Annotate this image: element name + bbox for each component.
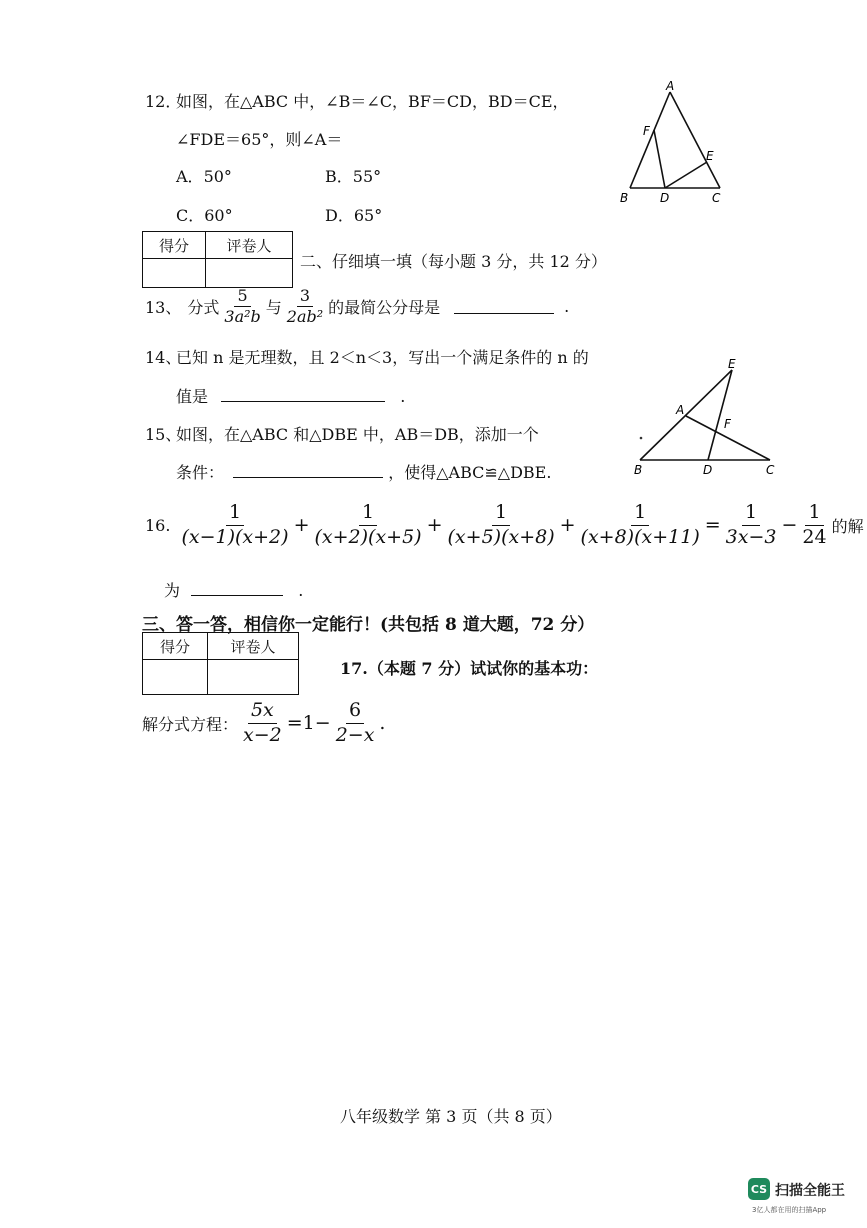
q17-title: 17.（本题 7 分）试试你的基本功：	[340, 659, 599, 678]
camscanner-name: 扫描全能王	[775, 1183, 845, 1199]
fraction-numerator: 5	[234, 287, 250, 307]
q15-line2-prefix: 条件：	[176, 463, 225, 482]
grader-header: 评卷人	[208, 633, 299, 660]
q16-answer-blank[interactable]	[191, 581, 283, 596]
q13-number: 13、	[145, 298, 182, 318]
fraction-denominator: 3x−3	[725, 525, 777, 548]
grader-cell[interactable]	[208, 660, 299, 695]
q12-option-c	[176, 203, 233, 226]
q13-middle: 与	[265, 298, 282, 318]
q16-end: .	[298, 581, 304, 600]
fraction-denominator: 2−x	[335, 723, 375, 746]
fraction-numerator: 1	[631, 502, 649, 526]
fraction-denominator: (x+5)(x+8)	[447, 525, 555, 548]
q13-suffix: 的最简公分母是	[328, 298, 441, 318]
q13-prefix: 分式	[187, 298, 220, 318]
q12-option-a	[176, 164, 232, 187]
label-d: D	[660, 191, 670, 205]
section-3-title: 三、答一答，相信你一定能行！(共包括 8 道大题，72 分）	[142, 615, 595, 635]
fraction-denominator: (x+8)(x+11)	[580, 525, 700, 548]
option-text: 50°	[203, 167, 232, 186]
grader-header: 评卷人	[206, 232, 293, 259]
q16-line2	[164, 578, 303, 601]
fraction-numerator: 6	[346, 700, 364, 724]
fraction-numerator: 1	[359, 502, 377, 526]
label-a: A	[666, 80, 675, 93]
q16-line2-prefix: 为	[164, 581, 181, 600]
score-table-1	[142, 231, 293, 288]
label-e: E	[728, 357, 736, 371]
q14-line2	[176, 384, 405, 407]
q17-fraction-2	[333, 700, 378, 747]
stray-dot	[640, 437, 643, 440]
fraction-numerator: 3	[297, 287, 313, 307]
fraction-numerator: 1	[226, 502, 244, 526]
q14-line2-prefix: 值是	[176, 387, 209, 406]
q15-triangle-figure	[628, 356, 788, 480]
label-c: C	[712, 191, 721, 205]
score-table-2	[142, 632, 299, 695]
fraction-numerator: 1	[492, 502, 510, 526]
q12-option-b	[325, 164, 381, 187]
q15-answer-blank[interactable]	[233, 463, 383, 478]
plus-sign: +	[293, 514, 310, 537]
q13-answer-blank[interactable]	[454, 299, 554, 314]
fraction-denominator: (x+2)(x+5)	[314, 525, 422, 548]
label-c: C	[766, 463, 775, 477]
option-text: 65°	[353, 206, 383, 225]
q12-line2: ∠FDE＝65°，则∠A＝	[176, 130, 343, 149]
section-2-title: 二、仔细填一填（每小题 3 分，共 12 分）	[300, 252, 607, 271]
q12-number: 12．	[145, 92, 182, 111]
q16	[145, 502, 864, 549]
q12-line1: 如图，在△ABC 中，∠B＝∠C，BF＝CD，BD＝CE，	[176, 92, 569, 111]
q13-fraction-1	[221, 287, 263, 327]
fraction-denominator: (x−1)(x+2)	[181, 525, 289, 548]
q14-number: 14、	[145, 348, 182, 367]
q17-prefix: 解分式方程：	[142, 714, 239, 734]
q16-fraction-3	[445, 502, 558, 549]
q14-end: .	[400, 387, 406, 406]
label-f: F	[724, 417, 731, 431]
q15-number: 15、	[145, 425, 182, 444]
fraction-denominator: 3a²b	[224, 307, 261, 327]
option-letter: A．	[176, 167, 204, 186]
q17-equation	[142, 700, 385, 747]
q17-mid: =1−	[286, 712, 331, 735]
equals-sign: =	[704, 514, 721, 537]
option-letter: C．	[176, 206, 205, 225]
fraction-denominator: 24	[802, 525, 827, 548]
score-header: 得分	[143, 232, 206, 259]
label-f: F	[643, 124, 650, 138]
q16-fraction-1	[178, 502, 291, 549]
plus-sign: +	[426, 514, 443, 537]
option-text: 55°	[352, 167, 382, 186]
minus-sign: −	[781, 514, 798, 537]
q16-fraction-6	[799, 502, 829, 549]
grader-cell[interactable]	[206, 259, 293, 288]
q17-fraction-1	[240, 700, 285, 747]
q15-line2-suffix: ，使得△ABC≌△DBE.	[388, 463, 552, 482]
label-e: E	[706, 149, 714, 163]
q13-fraction-2	[284, 287, 326, 327]
q13-end: .	[564, 297, 570, 317]
score-cell[interactable]	[143, 259, 206, 288]
q14-line1: 已知 n 是无理数，且 2＜n＜3，写出一个满足条件的 n 的	[176, 348, 589, 367]
q16-number: 16.	[145, 515, 171, 535]
camscanner-logo-icon: CS	[748, 1178, 770, 1200]
q14-answer-blank[interactable]	[221, 387, 385, 402]
score-cell[interactable]	[143, 660, 208, 695]
fraction-denominator: x−2	[243, 723, 282, 746]
q16-fraction-5	[723, 502, 780, 549]
q15-line2	[176, 460, 551, 483]
q16-fraction-4	[578, 502, 703, 549]
fraction-numerator: 5x	[248, 700, 277, 724]
label-b: B	[634, 463, 643, 477]
option-letter: B．	[325, 167, 353, 186]
q12-triangle-figure	[612, 80, 732, 210]
q12-option-d	[325, 203, 382, 226]
plus-sign: +	[559, 514, 576, 537]
page-footer: 八年级数学 第 3 页（共 8 页）	[340, 1107, 562, 1126]
q15-line1: 如图，在△ABC 和△DBE 中，AB＝DB，添加一个	[176, 425, 539, 444]
q13	[145, 287, 569, 327]
q17-end: .	[379, 712, 386, 735]
q16-fraction-2	[311, 502, 424, 549]
fraction-numerator: 1	[742, 502, 760, 526]
score-header: 得分	[143, 633, 208, 660]
fraction-numerator: 1	[805, 502, 823, 526]
label-b: B	[620, 191, 629, 205]
option-letter: D．	[325, 206, 354, 225]
label-a: A	[676, 403, 685, 417]
label-d: D	[703, 463, 713, 477]
fraction-denominator: 2ab²	[286, 307, 324, 327]
option-text: 60°	[204, 206, 233, 225]
q16-suffix: 的解	[831, 516, 864, 536]
camscanner-tagline: 3亿人都在用的扫描App	[752, 1206, 827, 1214]
